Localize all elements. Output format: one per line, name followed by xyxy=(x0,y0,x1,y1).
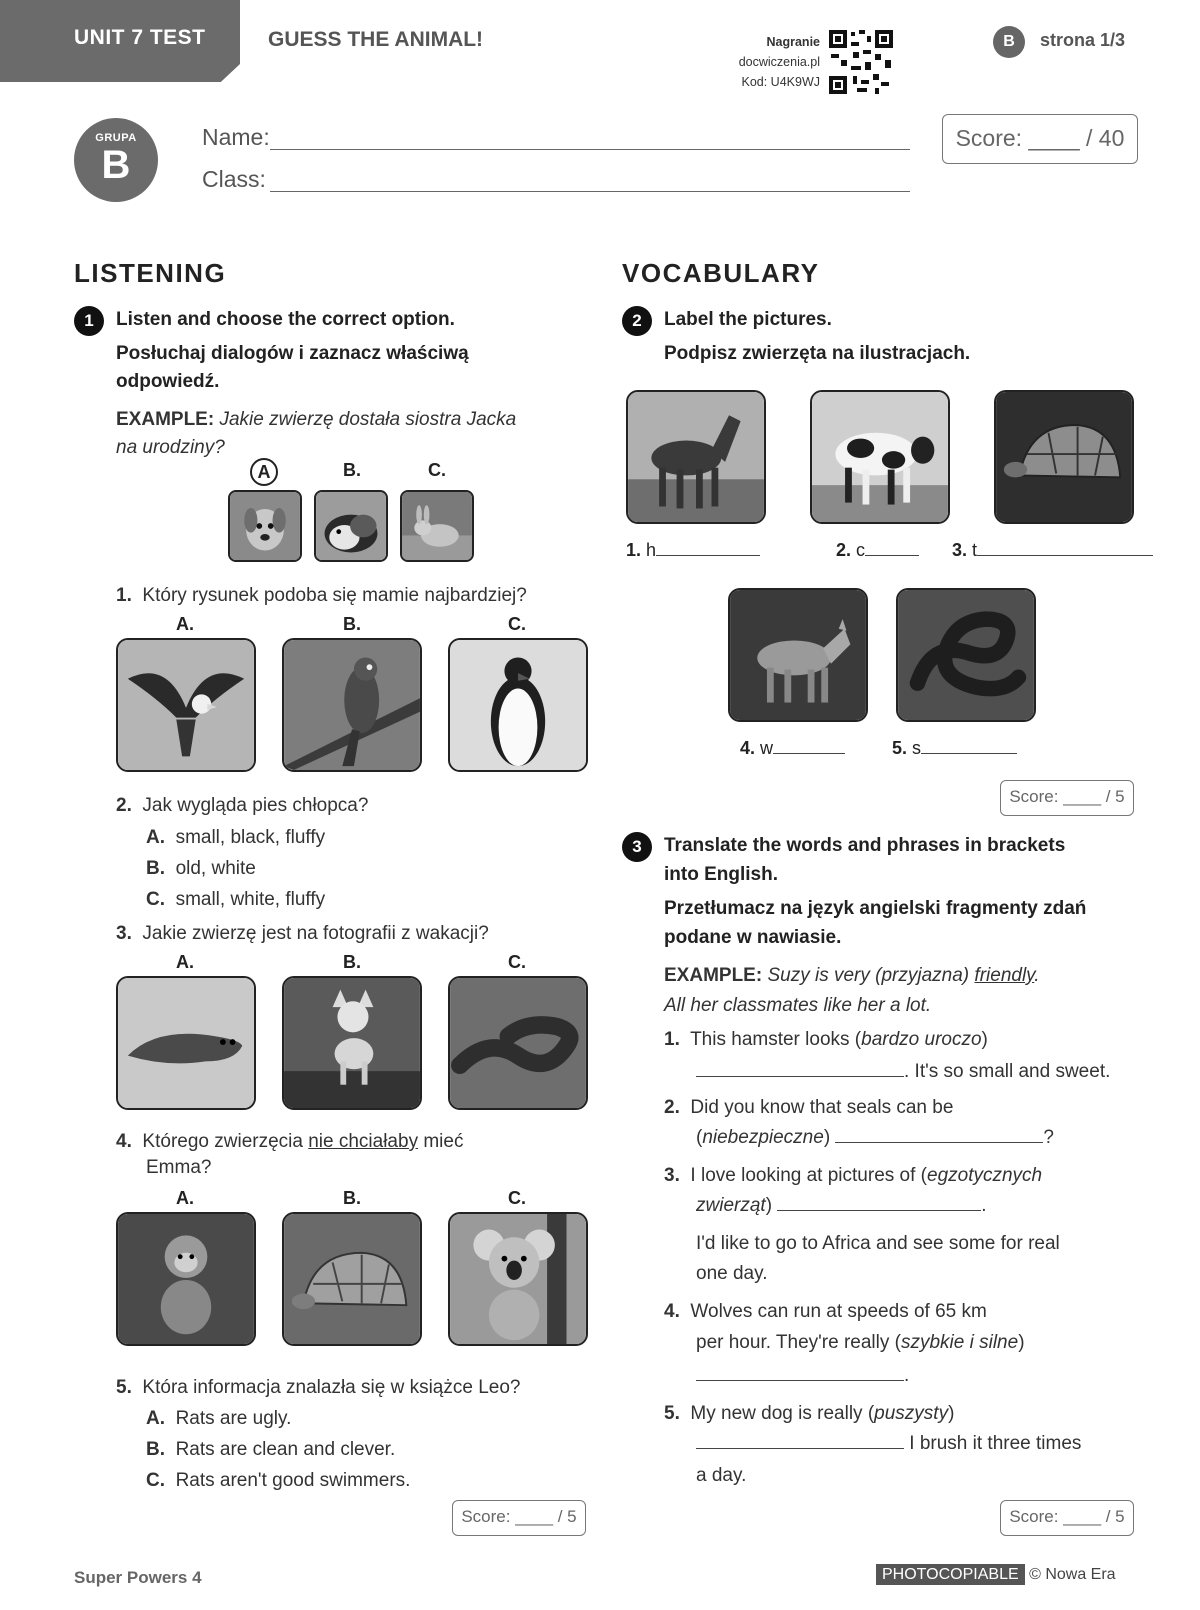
ex3-item-4-paren-close: ) xyxy=(1018,1332,1025,1353)
ex3-item-3-line-4: one day. xyxy=(696,1263,768,1284)
ex3-item-3 xyxy=(664,1162,1042,1190)
vocab-photo-horse xyxy=(626,390,766,524)
example-text-2: na urodziny? xyxy=(116,437,225,458)
label-1-answer-blank[interactable] xyxy=(656,555,760,556)
ex3-item-5-text-a: My new dog is really ( xyxy=(690,1403,875,1424)
q1-option-c[interactable]: C. xyxy=(508,614,526,634)
ex3-item-1-polish: bardzo uroczo xyxy=(861,1029,982,1050)
ex3-item-5-text-b: I brush it three times xyxy=(904,1433,1082,1454)
book-title: Super Powers 4 xyxy=(74,1568,202,1587)
example-photo-rabbit[interactable] xyxy=(400,490,474,562)
ex1-instruction-en: Listen and choose the correct option. xyxy=(116,309,455,330)
q2 xyxy=(116,792,368,820)
ex3-item-4-line-3 xyxy=(696,1362,909,1390)
ex3-item-4-number: 4. xyxy=(664,1301,680,1322)
q2-number: 2. xyxy=(116,795,132,816)
label-1-number: 1. xyxy=(626,540,642,560)
q2-option-b-text: old, white xyxy=(175,858,256,879)
ex3-item-5 xyxy=(664,1400,954,1428)
ex3-item-3-end: . xyxy=(981,1195,987,1216)
q1-photo-parrot[interactable] xyxy=(282,638,422,772)
q2-option-c[interactable] xyxy=(146,886,325,914)
example-photo-dog[interactable] xyxy=(228,490,302,562)
q3-number: 3. xyxy=(116,923,132,944)
ex3-item-5-paren-close: ) xyxy=(948,1403,955,1424)
q5-option-a-letter: A. xyxy=(146,1408,165,1429)
page-number: strona 1/3 xyxy=(1040,30,1126,50)
q4-text-2: Emma? xyxy=(146,1157,212,1178)
q5-option-c-text: Rats aren't good swimmers. xyxy=(175,1470,411,1491)
ex3-item-3-line-3: I'd like to go to Africa and see some for real xyxy=(696,1233,1060,1254)
q2-option-a-text: small, black, fluffy xyxy=(175,827,326,848)
group-badge: B xyxy=(993,26,1025,58)
ex3-item-5-number: 5. xyxy=(664,1403,680,1424)
ex3-instruction-pl-2: podane w nawiasie. xyxy=(664,927,842,948)
label-5-answer-blank[interactable] xyxy=(921,753,1017,754)
q3-option-a[interactable]: A. xyxy=(176,952,194,972)
q3 xyxy=(116,920,489,948)
name-label: Name: xyxy=(202,124,270,150)
ex3-item-2-polish: niebezpieczne xyxy=(702,1127,824,1148)
group-circle xyxy=(74,118,158,202)
recording-site: docwiczenia.pl xyxy=(738,55,820,69)
q3-photo-seal[interactable] xyxy=(116,976,256,1110)
total-score-box: Score: ____ / 40 xyxy=(942,114,1138,164)
q2-option-a[interactable] xyxy=(146,824,325,852)
ex3-item-3-text-a: I love looking at pictures of ( xyxy=(690,1165,927,1186)
qr-code-icon xyxy=(829,30,893,94)
ex3-item-2-end: ? xyxy=(1043,1127,1054,1148)
ex3-example-label: EXAMPLE: xyxy=(664,965,763,986)
q5-number: 5. xyxy=(116,1377,132,1398)
ex3-instruction-en-2: into English. xyxy=(664,864,778,885)
ex3-instruction-pl-1: Przetłumacz na język angielski fragmenty zdań xyxy=(664,898,1087,919)
ex1-example-2 xyxy=(116,434,225,462)
copyright xyxy=(876,1566,1116,1584)
ex3-item-1-number: 1. xyxy=(664,1029,680,1050)
vocab-photo-snake xyxy=(896,588,1036,722)
example-option-a-circled[interactable]: A xyxy=(250,458,278,486)
ex3-item-2-paren-close: ) xyxy=(823,1127,836,1148)
q1-option-b[interactable]: B. xyxy=(343,614,361,634)
ex3-item-2-line-2 xyxy=(696,1124,1054,1152)
q2-option-a-letter: A. xyxy=(146,827,165,848)
label-4-start: w xyxy=(760,738,774,758)
ex3-item-2 xyxy=(664,1094,953,1122)
label-3-number: 3. xyxy=(952,540,968,560)
ex3-item-3-paren-close: ) xyxy=(765,1195,778,1216)
q2-option-b-letter: B. xyxy=(146,858,165,879)
q1-photo-eagle[interactable] xyxy=(116,638,256,772)
exercise-1-number: 1 xyxy=(74,306,104,336)
group-word: GRUPA xyxy=(95,132,137,144)
ex3-item-1-text-c: . It's so small and sweet. xyxy=(904,1061,1111,1082)
ex3-item-4-text-b: per hour. They're really ( xyxy=(696,1332,901,1353)
q5-option-a[interactable] xyxy=(146,1405,291,1433)
name-field[interactable] xyxy=(270,148,910,150)
ex3-example-answer: friendly xyxy=(974,965,1035,986)
ex3-item-2-answer-blank[interactable] xyxy=(835,1142,1043,1143)
example-label: EXAMPLE: xyxy=(116,409,215,430)
group-letter: B xyxy=(101,143,131,187)
label-2-start: c xyxy=(856,540,866,560)
ex3-item-5-answer-blank[interactable] xyxy=(696,1448,904,1449)
q4-text-underlined: nie chciałaby xyxy=(308,1131,419,1152)
label-4-number: 4. xyxy=(740,738,756,758)
q5-option-b-text: Rats are clean and clever. xyxy=(175,1439,396,1460)
ex3-example-2-text: All her classmates like her a lot. xyxy=(664,995,932,1016)
vocab-photo-cow xyxy=(810,390,950,524)
q5-option-b-letter: B. xyxy=(146,1439,165,1460)
q5-option-b[interactable] xyxy=(146,1436,395,1464)
ex2-score-box: Score: ____ / 5 xyxy=(1000,780,1134,816)
unit-label: UNIT 7 TEST xyxy=(74,26,206,49)
ex3-item-4-line-2 xyxy=(696,1329,1025,1357)
recording-label: Nagranie xyxy=(766,35,820,49)
q4-number: 4. xyxy=(116,1131,132,1152)
q1 xyxy=(116,582,527,610)
ex3-example-a: Suzy is very (przyjazna) xyxy=(767,965,975,986)
label-1 xyxy=(626,540,760,561)
label-5-start: s xyxy=(912,738,922,758)
q4-photo-monkey[interactable] xyxy=(116,1212,256,1346)
ex3-item-5-polish: puszysty xyxy=(874,1403,949,1424)
q4-option-a[interactable]: A. xyxy=(176,1188,194,1208)
label-2 xyxy=(836,540,919,561)
vocab-photo-wolf xyxy=(728,588,868,722)
class-label: Class: xyxy=(202,166,266,192)
ex3-example-2 xyxy=(664,992,931,1020)
ex1-instruction-pl-1: Posłuchaj dialogów i zaznacz właściwą xyxy=(116,343,469,364)
label-3-answer-blank[interactable] xyxy=(977,555,1153,556)
listening-title: LISTENING xyxy=(74,258,227,288)
example-photo-guinea-pig[interactable] xyxy=(314,490,388,562)
ex3-item-1-text-a: This hamster looks ( xyxy=(690,1029,862,1050)
q3-option-c[interactable]: C. xyxy=(508,952,526,972)
q3-option-b[interactable]: B. xyxy=(343,952,361,972)
q4-text-a: Którego zwierzęcia xyxy=(142,1131,309,1152)
q2-option-c-text: small, white, fluffy xyxy=(175,889,326,910)
photocopiable-badge: PHOTOCOPIABLE xyxy=(876,1564,1025,1585)
ex3-item-5-line-2 xyxy=(696,1430,1081,1458)
recording-info xyxy=(670,32,820,92)
label-5-number: 5. xyxy=(892,738,908,758)
label-2-answer-blank[interactable] xyxy=(865,555,919,556)
ex3-item-4-polish: szybkie i silne xyxy=(900,1332,1019,1353)
label-2-number: 2. xyxy=(836,540,852,560)
q5-option-c[interactable] xyxy=(146,1467,410,1495)
ex1-example xyxy=(116,406,516,434)
ex3-item-2-number: 2. xyxy=(664,1097,680,1118)
q5-option-a-text: Rats are ugly. xyxy=(175,1408,292,1429)
q3-photo-chihuahua[interactable] xyxy=(282,976,422,1110)
q5-option-c-letter: C. xyxy=(146,1470,165,1491)
q4-option-c[interactable]: C. xyxy=(508,1188,526,1208)
q2-option-c-letter: C. xyxy=(146,889,165,910)
label-3 xyxy=(952,540,1153,561)
label-4-answer-blank[interactable] xyxy=(773,753,845,754)
example-option-b[interactable]: B. xyxy=(343,460,361,480)
recording-code: Kod: U4K9WJ xyxy=(741,75,820,89)
test-title: GUESS THE ANIMAL! xyxy=(268,28,484,51)
ex3-item-3-number: 3. xyxy=(664,1165,680,1186)
publisher: © Nowa Era xyxy=(1029,1566,1116,1583)
exercise-3-number: 3 xyxy=(622,832,652,862)
q3-photo-snake[interactable] xyxy=(448,976,588,1110)
ex3-item-1-text-b: ) xyxy=(981,1029,988,1050)
q5 xyxy=(116,1374,521,1402)
q1-option-a[interactable]: A. xyxy=(176,614,194,634)
label-5 xyxy=(892,738,1017,759)
ex3-score-box: Score: ____ / 5 xyxy=(1000,1500,1134,1536)
label-3-start: t xyxy=(972,540,978,560)
ex3-item-1 xyxy=(664,1026,988,1054)
exercise-2-number: 2 xyxy=(622,306,652,336)
q3-text: Jakie zwierzę jest na fotografii z wakacji? xyxy=(142,923,489,944)
example-option-c[interactable]: C. xyxy=(428,460,446,480)
ex3-example-b: . xyxy=(1034,965,1040,986)
ex1-instruction-pl-2: odpowiedź. xyxy=(116,371,220,392)
label-4 xyxy=(740,738,845,759)
q4 xyxy=(116,1128,463,1156)
ex3-instruction-en-1: Translate the words and phrases in brackets xyxy=(664,835,1066,856)
q1-photo-penguin[interactable] xyxy=(448,638,588,772)
ex3-item-4-text-a: Wolves can run at speeds of 65 km xyxy=(690,1301,987,1322)
ex3-item-2-paren-open: ( xyxy=(696,1127,703,1148)
q2-text: Jak wygląda pies chłopca? xyxy=(142,795,369,816)
q4-option-b[interactable]: B. xyxy=(343,1188,361,1208)
ex2-instruction-pl: Podpisz zwierzęta na ilustracjach. xyxy=(664,343,971,364)
ex3-example xyxy=(664,962,1040,990)
vocab-photo-tortoise xyxy=(994,390,1134,524)
q2-option-b[interactable] xyxy=(146,855,256,883)
ex3-item-3-line-2 xyxy=(696,1192,987,1220)
ex3-item-5-line-3: a day. xyxy=(696,1465,747,1486)
q1-text: Który rysunek podoba się mamie najbardziej? xyxy=(142,585,527,606)
ex3-item-3-answer-blank[interactable] xyxy=(777,1210,981,1211)
q1-number: 1. xyxy=(116,585,132,606)
ex3-item-1-line-2 xyxy=(696,1058,1110,1086)
ex3-item-3-polish-2: zwierząt xyxy=(696,1195,766,1216)
class-field[interactable] xyxy=(270,190,910,192)
ex3-item-4 xyxy=(664,1298,987,1326)
example-text-1: Jakie zwierzę dostała siostra Jacka xyxy=(219,409,517,430)
ex3-item-4-end: . xyxy=(904,1365,910,1386)
vocabulary-title: VOCABULARY xyxy=(622,258,820,288)
ex2-instruction-en: Label the pictures. xyxy=(664,309,832,330)
q4-text-b: mieć xyxy=(418,1131,464,1152)
ex1-score-box: Score: ____ / 5 xyxy=(452,1500,586,1536)
q4-photo-koala[interactable] xyxy=(448,1212,588,1346)
q4-photo-tortoise[interactable] xyxy=(282,1212,422,1346)
ex3-item-4-answer-blank[interactable] xyxy=(696,1380,904,1381)
ex3-item-3-polish-1: egzotycznych xyxy=(927,1165,1043,1186)
ex3-item-1-answer-blank[interactable] xyxy=(696,1076,904,1077)
q5-text: Która informacja znalazła się w książce Leo? xyxy=(142,1377,521,1398)
ex3-item-2-text-a: Did you know that seals can be xyxy=(690,1097,954,1118)
label-1-start: h xyxy=(646,540,657,560)
